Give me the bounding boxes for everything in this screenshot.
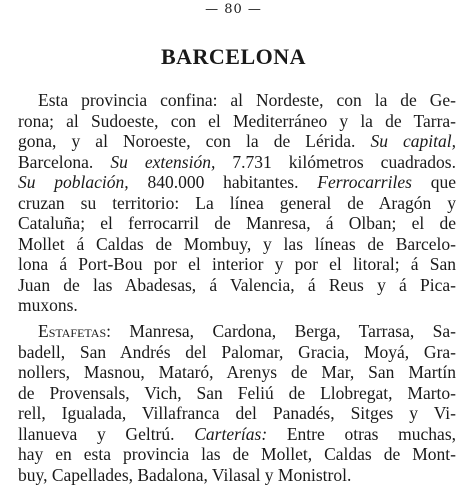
text-line (18, 275, 456, 296)
paragraph-post-offices (18, 321, 456, 485)
text-line (18, 362, 456, 383)
page-number: — 80 — (205, 2, 262, 17)
italic-run: Su capital, (370, 131, 456, 151)
text-run: cruzan su territorio: La línea general de Aragón y (18, 192, 456, 213)
italic-run: Su extensión, (110, 151, 216, 172)
page-title: BARCELONA (160, 44, 307, 69)
text-run: 840.000 habitantes. (128, 172, 318, 192)
smallcaps-run: Estafetas: (38, 321, 111, 341)
text-line (18, 193, 456, 214)
text-line (18, 383, 456, 404)
text-line (18, 111, 456, 132)
text-line (18, 295, 456, 316)
text-run: rell, Igualada, Villafranca del Panadés, Sitges y Vi- (18, 403, 456, 423)
text-run: Esta provincia confina: al Nordeste, con la de Ge- (38, 90, 456, 110)
text-run: Entre otras muchas, (267, 423, 456, 444)
text-line (18, 444, 456, 465)
text-line (18, 213, 456, 234)
text-run: gona, y al Noroeste, con la de Lérida. (18, 131, 371, 151)
text-run: nollers, Masnou, Mataró, Arenys de Mar, San Martín (18, 362, 456, 382)
text-line (18, 403, 456, 424)
text-run: que (411, 172, 456, 192)
text-run: Juan de las Abadesas, á Valencia, á Reus y á Pica- (18, 274, 456, 295)
text-line (18, 254, 456, 275)
text-line (18, 465, 456, 486)
text-line (18, 424, 456, 445)
text-run: rona; al Sudoeste, con el Mediterráneo y la de Tarra- (18, 110, 456, 131)
text-run: muxons. (18, 295, 78, 315)
text-line (18, 172, 456, 193)
italic-run: Carterías: (194, 423, 268, 444)
text-line (18, 321, 456, 342)
italic-run: Ferrocarriles (317, 172, 412, 192)
text-run: de Provensals, Vich, San Feliú de Llobregat, Marto- (18, 382, 456, 403)
text-line (18, 131, 456, 152)
text-run: Mollet á Caldas de Mombuy, y las líneas de Barcelo- (18, 233, 456, 254)
text-run: lona á Port-Bou por el interior y por el litoral; á San (18, 254, 456, 274)
text-run: buy, Capellades, Badalona, Vilasal y Monistrol. (18, 464, 352, 485)
text-line (18, 342, 456, 363)
text-run: 7.731 kilómetros cuadrados. (215, 151, 456, 172)
text-run: Manresa, Cardona, Berga, Tarrasa, Sa- (110, 321, 456, 341)
text-run: llanueva y Geltrú. (18, 423, 195, 444)
text-line (18, 234, 456, 255)
italic-run: Su población, (18, 172, 129, 192)
text-run: Cataluña; el ferrocarril de Manresa, á Olban; el de (18, 213, 456, 233)
paragraph-province-description (18, 90, 456, 316)
text-line (18, 152, 456, 173)
text-run: hay en esta provincia las de Mollet, Caldas de Mont- (18, 444, 456, 464)
text-run: Barcelona. (18, 151, 111, 172)
text-line (18, 90, 456, 111)
text-run: badell, San Andrés del Palomar, Gracia, Moyá, Gra- (18, 341, 456, 362)
